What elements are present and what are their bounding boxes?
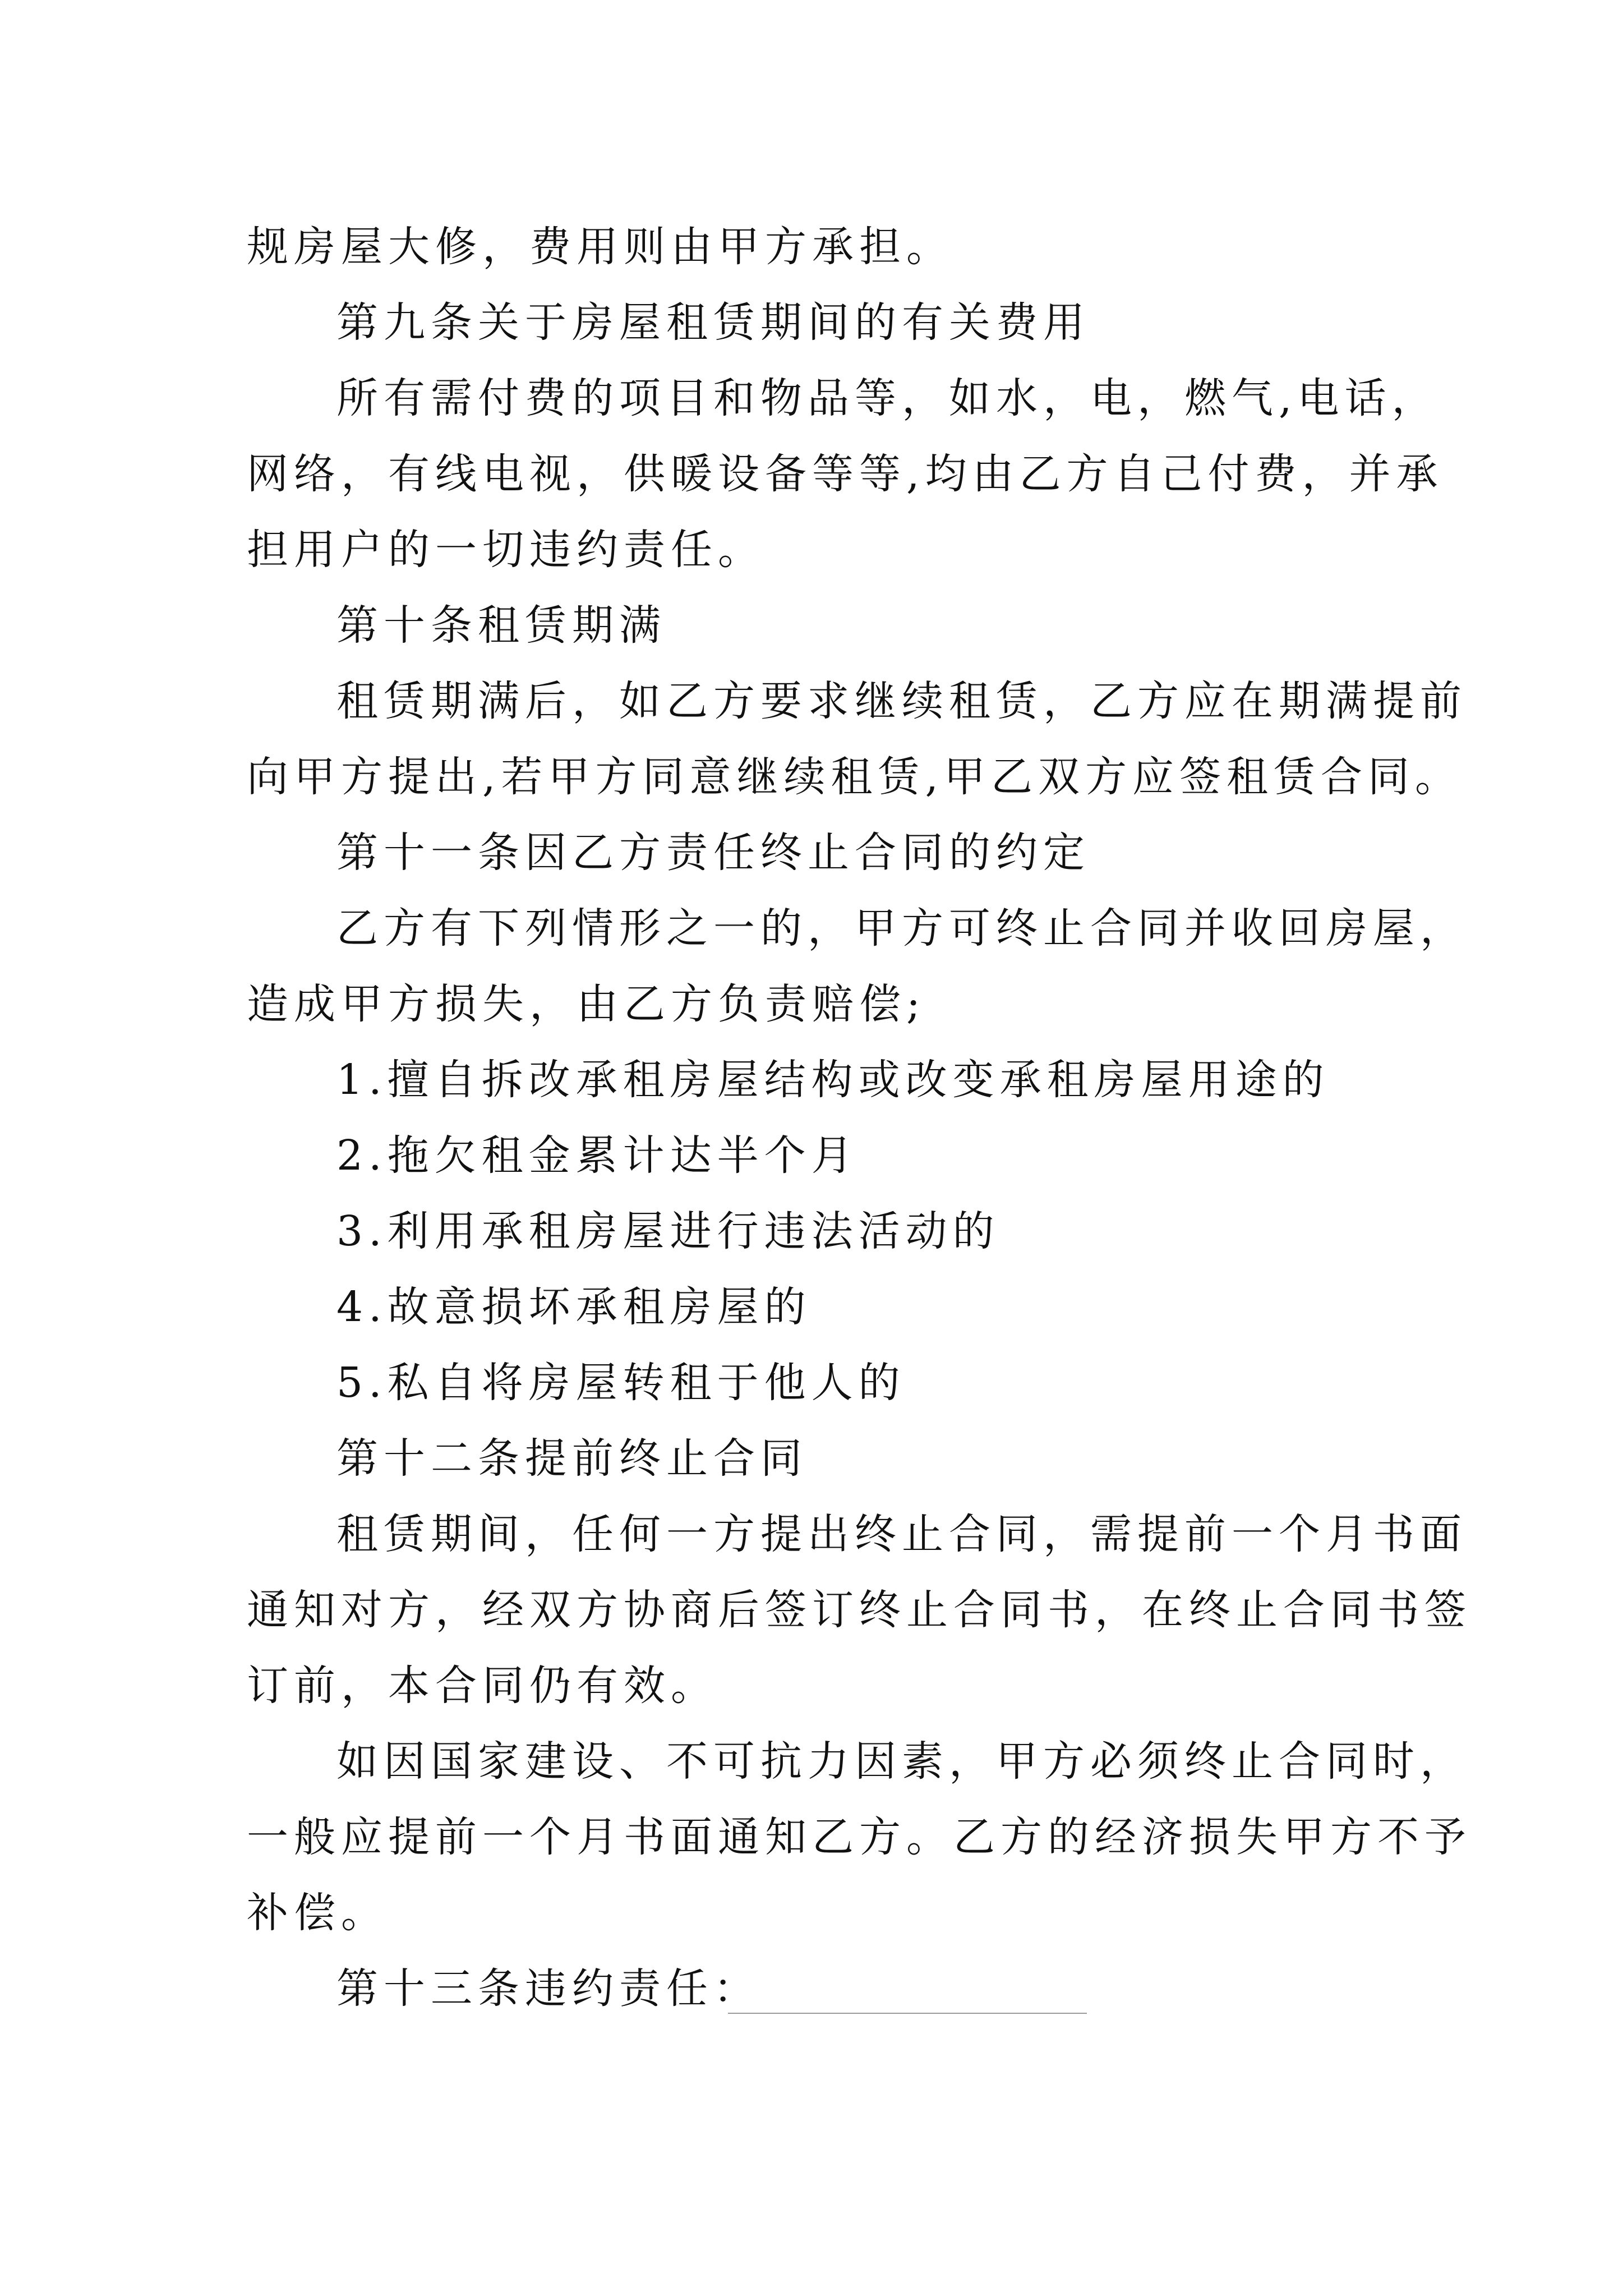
text-line: 造成甲方损失，由乙方负责赔偿; <box>247 980 926 1028</box>
clause-heading: 第九条关于房屋租赁期间的有关费用 <box>336 298 1090 347</box>
list-item: 3.利用承租房屋进行违法活动的 <box>336 1207 1000 1255</box>
clause-heading: 第十三条违约责任： <box>336 1964 760 2013</box>
text-line: 如因国家建设、不可抗力因素，甲方必须终止合同时， <box>336 1737 1467 1786</box>
text-line: 乙方有下列情形之一的，甲方可终止合同并收回房屋， <box>336 904 1467 953</box>
text-line: 一般应提前一个月书面通知乙方。乙方的经济损失甲方不予 <box>247 1813 1472 1861</box>
text-line: 担用户的一切违约责任。 <box>247 526 765 574</box>
text-line: 补偿。 <box>247 1889 388 1937</box>
text-line: 租赁期满后，如乙方要求继续租赁，乙方应在期满提前 <box>336 677 1467 725</box>
text-line: 通知对方，经双方协商后签订终止合同书，在终止合同书签 <box>247 1586 1472 1634</box>
fill-in-blank <box>728 2013 1087 2014</box>
clause-heading: 第十二条提前终止合同 <box>336 1434 808 1483</box>
list-item: 1.擅自拆改承租房屋结构或改变承租房屋用途的 <box>336 1056 1330 1104</box>
clause-heading: 第十条租赁期满 <box>336 601 666 650</box>
list-item: 2.拖欠租金累计达半个月 <box>336 1131 859 1180</box>
text-line: 订前，本合同仍有效。 <box>247 1662 718 1710</box>
text-line: 租赁期间，任何一方提出终止合同，需提前一个月书面 <box>336 1510 1467 1558</box>
text-line: 规房屋大修，费用则由甲方承担。 <box>247 223 953 271</box>
list-item: 4.故意损坏承租房屋的 <box>336 1283 811 1331</box>
text-line: 所有需付费的项目和物品等，如水，电，燃气,电话， <box>336 374 1439 422</box>
text-line: 向甲方提出,若甲方同意继续租赁,甲乙双方应签租赁合同。 <box>247 753 1463 801</box>
clause-heading: 第十一条因乙方责任终止合同的约定 <box>336 829 1090 877</box>
list-item: 5.私自将房屋转租于他人的 <box>336 1359 906 1407</box>
text-line: 网络，有线电视，供暖设备等等,均由乙方自己付费，并承 <box>247 450 1444 498</box>
